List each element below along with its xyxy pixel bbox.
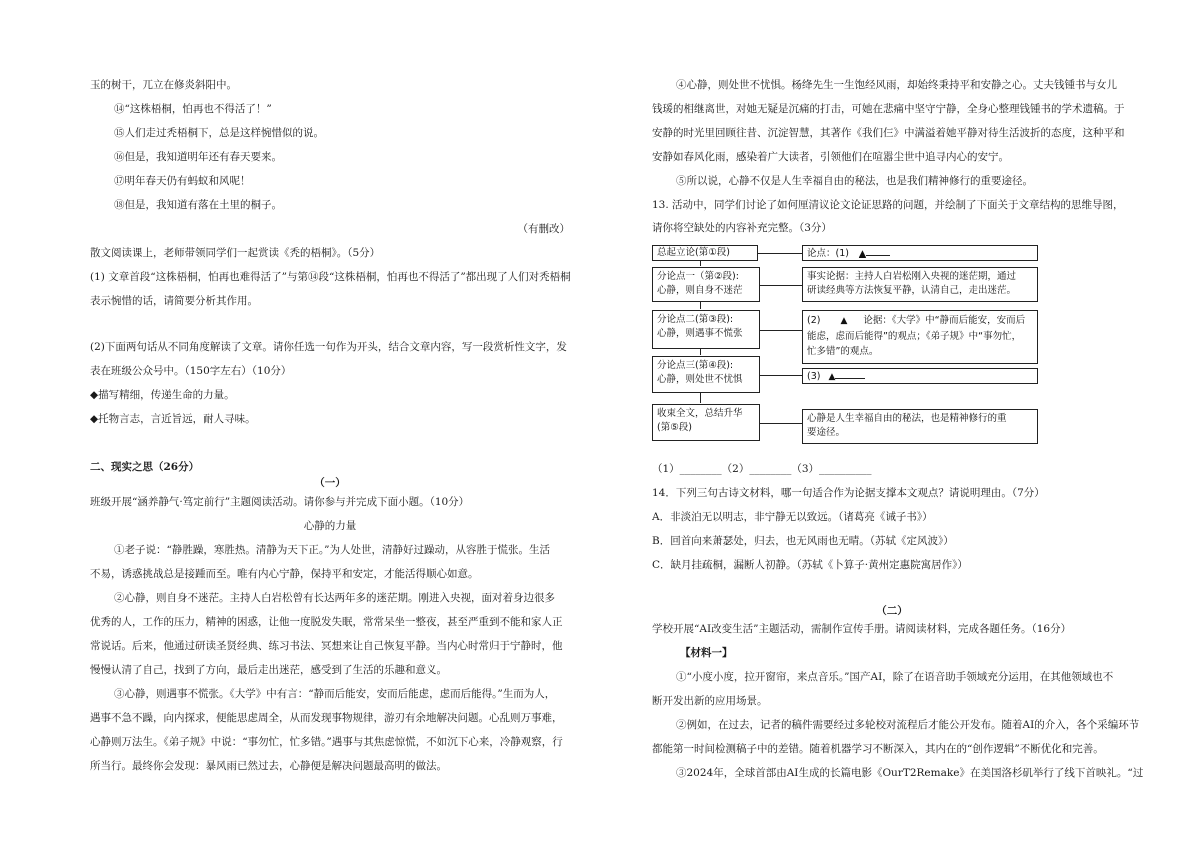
activity-intro: 班级开展“涵养静气·笃定前行”主题阅读活动。请你参与并完成下面小题。（10分） [90,496,470,508]
box-text: 分论点一（第②段): [657,271,739,282]
subsection-2: （二） [876,605,908,617]
connector [758,253,802,254]
evidence-1-box [802,267,1038,302]
connector [760,330,802,331]
essay-p3-line: 心静则万法生。《弟子规》中说：“事勿忙，忙多错。”遇事与其焦虑惊慌，不如沉下心来，冷静观察，行 [90,736,563,748]
box-text: 分论点三(第④段): [657,360,734,371]
question-13-line-2: 请你将空缺处的内容补充完整。（3分） [652,222,832,234]
box-text: 忙多错”的观点。 [807,346,879,357]
material-1-title: 【材料一】 [680,647,733,659]
question-intro: 散文阅读课上，老师带领同学们一起赏读《秃的梧桐》。（5分） [90,247,381,259]
essay-p4-line: 钱瑗的相继离世，对她无疑是沉痛的打击，可她在悲痛中坚守宁静，全身心整理钱锺书的学术遗稿。于 [652,103,1125,115]
question-2-line-2: 表在班级公众号中。（150字左右）（10分） [90,365,292,377]
activity-2-intro: 学校开展“AI改变生活”主题活动，需制作宣传手册。请阅读材料，完成各题任务。（16分） [652,623,1072,635]
box-text: 分论点二(第③段): [657,314,734,325]
box-text: 要途径。 [807,427,846,438]
paragraph-14: ⑭“这株梧桐，怕再也不得活了！” [114,103,272,115]
box-text: (第⑤段) [657,422,692,433]
conclusion-detail-box [802,409,1038,444]
evidence-3-box [802,368,1038,384]
essay-p1-line: ①老子说：“静胜躁，寒胜热。清静为天下正。”为人处世，清静好过躁动，从容胜于慌张。生活 [114,544,550,556]
essay-title: 心静的力量 [303,520,357,532]
essay-p2-line: ②心静，则自身不迷茫。主持人白岩松曾有长达两年多的迷茫期。刚进入央视，面对着身边很多 [114,592,555,604]
connector [700,261,701,266]
question-2-line-1: (2)下面两句话从不同角度解读了文章。请你任选一句作为开头，结合文章内容，写一段赏析性文字，发 [90,341,567,353]
box-text: 心静，则处世不忧惧 [657,374,743,385]
conclusion-box [652,404,760,441]
box-text: 心静，则遇事不慌张 [657,328,743,339]
material-p1-line: 断开发出新的应用场景。 [652,695,768,707]
option-2: ◆托物言志，言近旨远，耐人寻味。 [90,413,256,425]
essay-p3-line: ③心静，则遇事不慌张。《大学》中有言：“静而后能安，安而后能虑，虑而后能得。”生而为人， [114,688,556,700]
box-text: 能虑，虑而后能得”的观点；《弟子规》中“事勿忙， [807,331,1022,342]
box-text: (3) [807,371,821,382]
essay-p3-line: 遇事不急不躁，向内探求，便能思虑周全，从而发现事物规律，游刃有余地解决问题。心乱则万事难， [90,712,563,724]
answer-blanks: （1）________（2）________（3）__________ [652,463,872,475]
essay-p2-line: 常说话。后来，他通过研读圣贤经典、练习书法、冥想来让自己恢复平静。当内心时常归于宁静时，他 [90,640,563,652]
evidence-2-box [802,310,1038,364]
option-b: B．回首向来萧瑟处，归去，也无风雨也无晴。（苏轼《定风波》） [652,535,954,547]
essay-p4-line: ④心静，则处世不忧惧。杨绛先生一生饱经风雨，却始终秉持平和安静之心。丈夫钱锺书与女儿 [676,79,1117,91]
option-c: C．缺月挂疏桐，漏断人初静。（苏轼《卜算子·黄州定惠院寓居作》） [652,559,968,571]
point-1-box [652,267,760,302]
connector [700,393,701,403]
question-1-line-2: 表示惋惜的话，请简要分析其作用。 [90,295,258,307]
box-text: 论据：《大学》中“静而后能安，安而后 [863,315,1026,326]
option-1: ◆描写精细，传递生命的力量。 [90,389,235,401]
intro-box [652,245,758,261]
essay-p4-line: 安静的时光里回顾往昔、沉淀智慧，其著作《我们仨》中满溢着她平静对待生活波折的态度，这种平和 [652,127,1125,139]
section-title: 二、现实之思（26分） [90,461,200,473]
question-1-line-1: (1) 文章首段“这株梧桐，怕再也难得活了”与第⑭段“这株梧桐，怕再也不得活了”都出现了人们对秃梧桐 [90,271,571,283]
box-text: 心静，则自身不迷茫 [657,285,743,296]
essay-p5: ⑤所以说，心静不仅是人生幸福自由的秘法，也是我们精神修行的重要途径。 [676,175,1033,187]
essay-p2-line: 慢慢认清了自己，找到了方向，最后走出迷茫，感受到了生活的乐趣和意义。 [90,664,447,676]
question-14: 14．下列三句古诗文材料，哪一句适合作为论据支撑本文观点？请说明理由。（7分） [652,487,1045,499]
box-text: 事实论据：主持人白岩松刚入央视的迷茫期，通过 [807,271,1017,282]
blank-marker: ▲ [828,372,836,382]
material-p2-line: 都能第一时间检测稿子中的差错。随着机器学习不断深入，其内在的“创作逻辑”不断优化和完善。 [652,743,1104,755]
paragraph-18: ⑱但是，我知道有落在土里的桐子。 [114,199,282,211]
essay-p4-line: 安静如春风化雨，感染着广大读者，引领他们在喧嚣尘世中追寻内心的安宁。 [652,151,1009,163]
box-text: 论点：(1) [807,248,849,259]
blank-marker: ▲ [840,316,848,326]
connector [760,423,802,424]
connector [700,349,701,355]
box-text: (2) [807,315,821,326]
box-text: 心静是人生幸福自由的秘法，也是精神修行的重 [807,413,1007,424]
material-p3-line: ③2024年，全球首部由AI生成的长篇电影《OurT2Remake》在美国洛杉矶举行了线下首映礼。“过 [676,767,1144,779]
paragraph-16: ⑯但是，我知道明年还有春天要来。 [114,151,282,163]
text-line: 玉的树干，兀立在修炎斜阳中。 [90,79,237,91]
box-text: 总起立论(第①段) [657,247,730,258]
material-p2-line: ②例如，在过去，记者的稿件需要经过多轮校对流程后才能公开发布。随着AI的介入，各个采编环节 [676,719,1140,731]
essay-p2-line: 优秀的人，工作的压力，精神的困惑，让他一度脱发失眠，常常呆坐一整夜，甚至严重到不能和家人正 [90,616,563,628]
paragraph-17: ⑰明年春天仍有蚂蚁和风呢！ [114,175,251,187]
essay-p1-line: 不易，诱惑挑战总是接踵而至。唯有内心宁静，保持平和安定，才能活得顺心如意。 [90,568,479,580]
source-note: （有删改） [517,223,570,235]
paragraph-15: ⑮人们走过秃梧桐下，总是这样惋惜似的说。 [114,127,324,139]
box-text: 研读经典等方法恢复平静，认清自己，走出迷茫。 [807,285,1017,296]
connector [700,302,701,309]
subsection-1: （一） [314,477,346,489]
blank-marker: ▲ [858,249,866,259]
material-p1-line: ①“小度小度，拉开窗帘，来点音乐。”国产AI，除了在语音助手领域充分运用，在其他领域也不 [676,671,1114,683]
connector [760,285,802,286]
essay-p3-line: 所当行。最终你会发现：暴风雨已然过去，心静便是解决问题最高明的做法。 [90,760,447,772]
thesis-box [802,245,1038,261]
connector [760,375,802,376]
point-2-box [652,310,760,349]
option-a: A．非淡泊无以明志，非宁静无以致远。（诸葛亮《诫子书》） [652,511,933,523]
box-text: 收束全文，总结升华 [657,408,743,419]
point-3-box [652,356,760,393]
question-13-line-1: 13. 活动中，同学们讨论了如何厘清议论文论证思路的问题，并绘制了下面关于文章结构的思维导图， [652,199,1124,211]
structure-mind-map [652,243,1040,453]
